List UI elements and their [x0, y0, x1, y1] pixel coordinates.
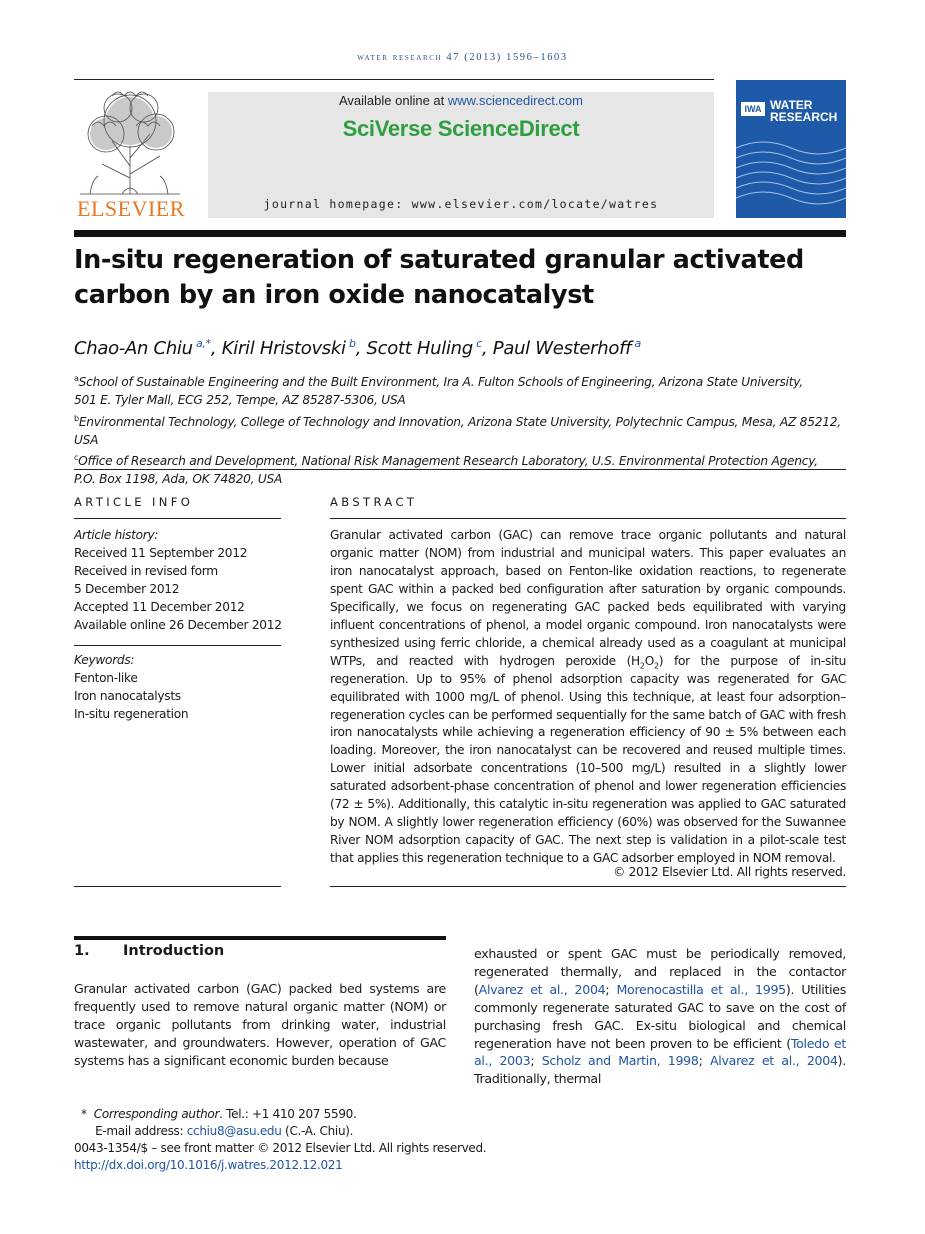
cover-wave-graphic: [736, 128, 846, 218]
title-line1: In-situ regeneration of saturated granular activated: [74, 245, 804, 275]
available-online: [208, 93, 714, 108]
intro-right-column: exhausted or spent GAC must be periodically removed, regenerated thermally, and replaced in the contactor (Alvarez et al., 2004; Morenocastilla et al., 1995). Utilities commonly regenerate saturated GAC to save on the cost of purchasing fresh GAC. Ex-situ biological and chemical regeneration have not been proven to be efficient (Toledo et al., 2003; Scholz and Martin, 1998; Alvarez et al., 2004). Traditionally, thermal: [474, 946, 847, 1087]
abstract-text: Granular activated carbon (GAC) can remove trace organic pollutants and natural organic matter (NOM) from industrial and municipal waters. This paper evaluates an iron nanocatalyst approach, based on Fenton-like oxidation reactions, to regenerate spent GAC within a packed bed configuration after saturation by organic compounds. Specifically, we focus on regenerating GAC packed beds equilibrated with varying influent concentrations of phenol, a model organic compound. Iron nanocatalysts were synthesized using ferric chloride, a chemical already used as a coagulant at municipal WTPs, and reacted with hydrogen peroxide $(H_2O_2)$ for the purpose of in-situ regeneration. Up to 95% of phenol adsorption capacity was regenerated for GAC equilibrated with 1000 mg/L of phenol. Using this technique, at least four adsorption–regeneration cycles can be performed sequentially for the same batch of GAC with fresh iron nanocatalysts while achieving a regeneration efficiency of 90 ± 5% between each loading. Moreover, the iron nanocatalyst can be recovered and reused multiple times. Lower initial adsorbate concentrations (10–500 mg/L) resulted in a slightly lower saturated adsorbent-phase concentration of phenol and lower regeneration efficiencies (72 ± 5%). Additionally, this catalytic in-situ regeneration was applied to GAC saturated by NOM. A slightly lower regeneration efficiency (60%) was observed for the Suwannee River NOM adsorption capacity of GAC. The next step is validation in a pilot-scale test that applies this regeneration technique to a GAC adsorber employed in NOM removal.: [330, 528, 846, 866]
sciencedirect-link[interactable]: www.sciencedirect.com: [447, 93, 583, 108]
history-label: Article history:: [74, 528, 159, 542]
issn-line: 0043-1354/$ – see front matter © 2012 Elsevier Ltd. All rights reserved.: [74, 1141, 487, 1155]
author-name: Paul Westerhoff: [492, 338, 632, 359]
author-name: Scott Huling: [366, 338, 473, 359]
author-affil-mark[interactable]: c: [476, 337, 482, 350]
iwa-badge: IWA: [741, 102, 765, 116]
history-item: Received in revised form: [74, 563, 218, 578]
doi-link[interactable]: http://dx.doi.org/10.1016/j.watres.2012.12.021: [74, 1158, 343, 1172]
citation-link[interactable]: Alvarez et al., 2004: [709, 1053, 838, 1069]
history-item: Available online 26 December 2012: [74, 617, 282, 632]
abstract-heading: ABSTRACT: [330, 495, 418, 509]
affiliation: $^c$Office of Research and Development, National Risk Management Research Laboratory, U.S. Environmental Protection Agency, P.O. Box 1198, Ada, OK 74820, USA: [74, 453, 818, 487]
section-heading: [74, 943, 224, 959]
cover-title-line2: RESEARCH: [770, 110, 838, 124]
citation-link[interactable]: Morenocastilla et al., 1995: [616, 981, 786, 997]
affiliation: $^b$Environmental Technology, College of Technology and Innovation, Arizona State University, Polytechnic Campus, Mesa, AZ 85212, USA: [74, 413, 841, 447]
cover-title-line1: WATER: [770, 98, 813, 112]
keyword: Fenton-like: [74, 670, 138, 685]
history-item: Accepted 11 December 2012: [74, 599, 245, 614]
affiliation: $^a$School of Sustainable Engineering and the Built Environment, Ira A. Fulton Schools of Engineering, Arizona State University, 501 E. Tyler Mall, ECG 252, Tempe, AZ 85287-5306, USA: [74, 374, 803, 407]
article-info-heading: ARTICLE INFO: [74, 495, 194, 509]
affiliations: [74, 370, 854, 489]
title-rule: [74, 230, 846, 237]
info-rule: [74, 886, 281, 887]
author-affil-mark[interactable]: a: [634, 337, 641, 350]
citation-link[interactable]: Alvarez et al., 2004: [478, 981, 606, 997]
corresponding-author-note: * Corresponding author. Tel.: +1 410 207 5590.: [74, 1107, 357, 1121]
info-rule: [74, 645, 281, 646]
abstract-rule: [330, 886, 846, 887]
keywords-label: Keywords:: [74, 653, 135, 667]
section-title: Introduction: [123, 943, 225, 959]
intro-left-column: Granular activated carbon (GAC) packed bed systems are frequently used to remove natural organic matter (NOM) or trace organic pollutants from drinking water, industrial wastewater, and groundwaters. However, operation of GAC systems has a significant economic burden because: [74, 981, 446, 1068]
section-rule: [74, 936, 446, 940]
journal-homepage[interactable]: journal homepage: www.elsevier.com/locate/watres: [263, 197, 659, 211]
available-online-label: Available online at: [338, 93, 448, 108]
keywords: [74, 652, 289, 724]
keyword: Iron nanocatalysts: [74, 688, 181, 703]
history-item: 5 December 2012: [74, 581, 180, 596]
section-number: 1.: [74, 943, 90, 959]
email-link[interactable]: cchiu8@asu.edu: [186, 1124, 282, 1138]
citation-link[interactable]: Toledo et al., 2003: [474, 1035, 846, 1069]
author-affil-mark[interactable]: a,*: [196, 337, 211, 350]
author-name: Chao-An Chiu: [74, 338, 193, 359]
author-name: Kiril Hristovski: [221, 338, 346, 359]
author-affil-mark[interactable]: b: [349, 337, 356, 350]
author-list: Chao-An Chiu $^{a,*}$, Kiril Hristovski $^b$, Scott Huling $^c$, Paul Westerhoff $^a$: [74, 337, 641, 359]
footnotes: [74, 1106, 594, 1174]
running-head: water research 47 (2013) 1596–1603: [357, 52, 568, 63]
copyright: © 2012 Elsevier Ltd. All rights reserved.: [613, 865, 846, 879]
abstract-rule: [330, 518, 846, 519]
cover-title: [770, 99, 837, 123]
keyword: In-situ regeneration: [74, 706, 189, 721]
info-rule: [74, 518, 281, 519]
header-rule: [74, 79, 714, 80]
sciverse-brand: SciVerse ScienceDirect: [342, 116, 580, 141]
citation-link[interactable]: Scholz and Martin, 1998: [541, 1053, 699, 1069]
history-item: Received 11 September 2012: [74, 545, 248, 560]
journal-cover: [736, 80, 846, 218]
elsevier-wordmark: ELSEVIER: [77, 196, 185, 221]
article-history: [74, 527, 289, 634]
article-title: [74, 243, 834, 313]
email-note: E-mail address: cchiu8@asu.edu (C.-A. Chiu).: [95, 1124, 354, 1138]
affiliation-rule: [74, 469, 846, 470]
title-line2: carbon by an iron oxide nanocatalyst: [74, 280, 594, 310]
